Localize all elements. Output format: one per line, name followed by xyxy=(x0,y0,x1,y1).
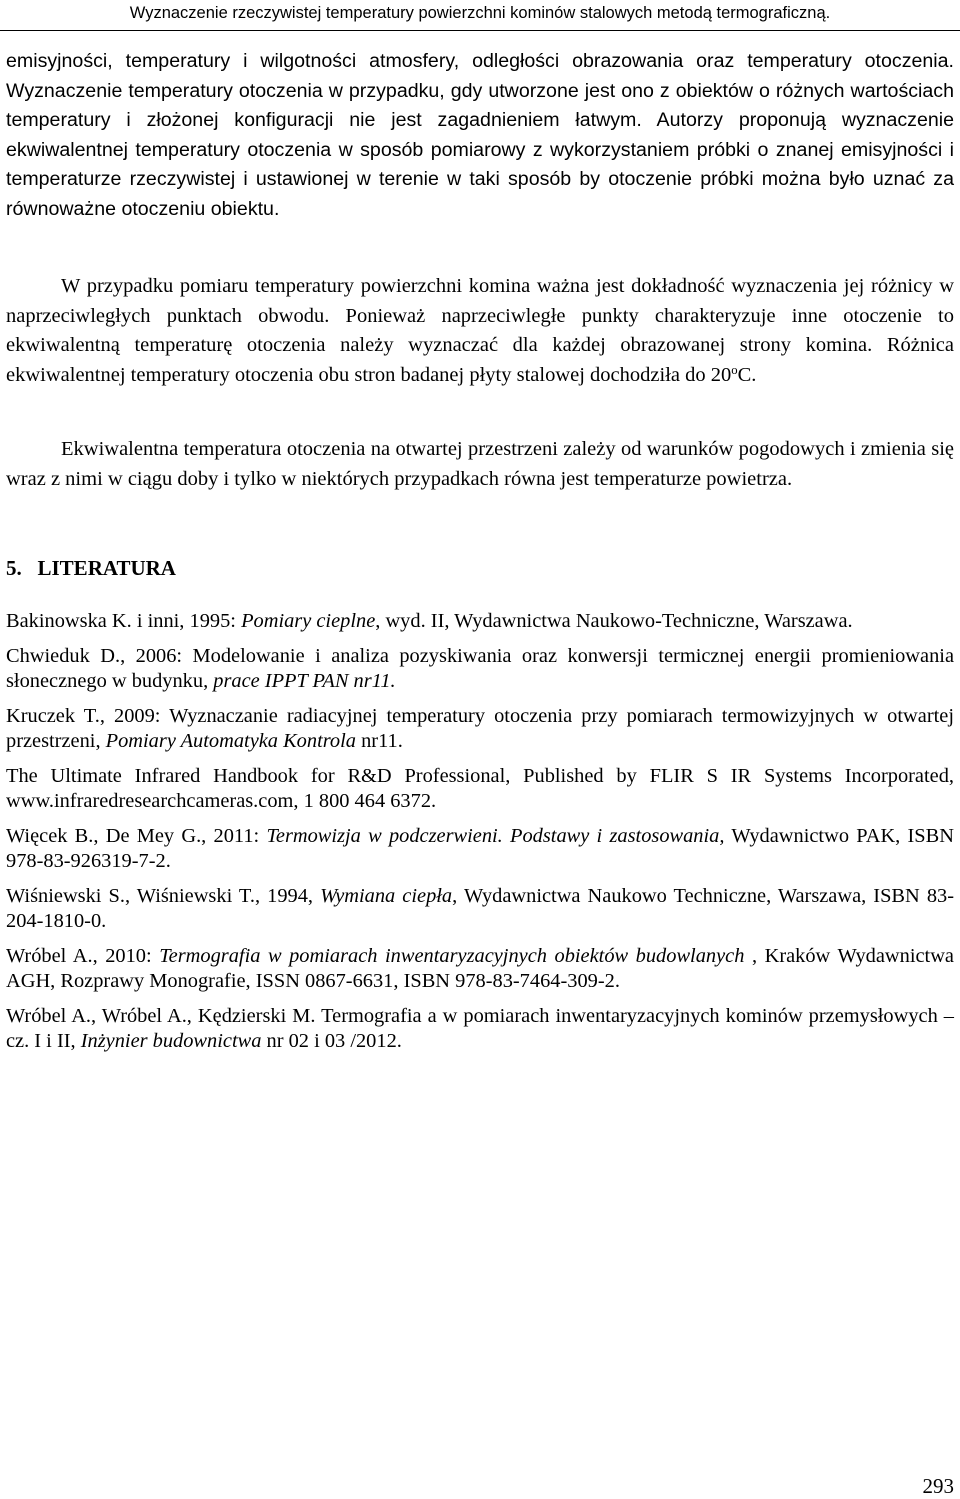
paragraph-1: emisyjności, temperatury i wilgotności atmosfery, odległości obrazowania oraz temperatury otoczenia. Wyznaczenie temperatury otoczenia w przypadku, gdy utworzone jest ono z obiektów o różnych wartościach temperatury i złożonej konfiguracji nie jest zagadnieniem łatwym. Autorzy proponują wyznaczenie ekwiwalentnej temperatury otoczenia w sposób pomiarowy z wykorzystaniem próbki o znanej emisyjności i temperaturze rzeczywistej i ustawionej w terenie w taki sposób by otoczenie próbki można było uznać za równoważne otoczeniu obiektu. xyxy=(6,50,954,220)
unit-text: C. xyxy=(737,363,757,386)
reference-entry xyxy=(6,704,954,754)
reference-italic-text: Termowizja w podczerwieni. Podstawy i zastosowania, xyxy=(266,825,725,847)
degree-sign: o xyxy=(731,362,738,377)
reference-after-text: , Wydawnictwa Naukowo Techniczne, Warszawa, ISBN 83-204-1810-0. xyxy=(6,885,955,932)
reference-entry xyxy=(6,944,954,994)
paragraph-3: Ekwiwalentna temperatura otoczenia na otwartej przestrzeni zależy od warunków pogodowych i zmienia się wraz z nimi w ciągu doby i tylko w niektórych przypadkach równa jest temperaturze powietrza. xyxy=(6,438,954,490)
reference-after-text: Wydawnictwo PAK, ISBN 978-83-926319-7-2. xyxy=(6,825,954,872)
reference-before-text: The Ultimate Infrared Handbook for R&D Professional, Published by FLIR S IR Systems Incorporated, www.infraredresearchcameras.com, 1 800 464 6372. xyxy=(6,765,954,812)
reference-before-text: Wróbel A., 2010: xyxy=(6,945,160,967)
reference-after-text: nr 02 i 03 /2012. xyxy=(261,1030,402,1052)
reference-entry xyxy=(6,824,954,874)
paragraph-2-text: W przypadku pomiaru temperatury powierzchni komina ważna jest dokładność wyznaczenia jej różnicy w naprzeciwległych punktach obwodu. Ponieważ naprzeciwległe punkty charakteryzuje inne otoczenie to ekwiwalentną temperaturę otoczenia należy wyznaczać dla każdej obrazowanej strony komina. Różnica ekwiwalentnej temperatury otoczenia obu stron badanej płyty stalowej dochodziła do 20 xyxy=(6,275,954,386)
section-number: 5. xyxy=(6,556,22,580)
reference-entry xyxy=(6,644,954,694)
references-list xyxy=(6,609,954,1064)
running-header: Wyznaczenie rzeczywistej temperatury powierzchni kominów stalowych metodą termograficzną. xyxy=(129,4,831,22)
reference-before-text: Więcek B., De Mey G., 2011: xyxy=(6,825,267,847)
reference-italic-text: Inżynier budownictwa xyxy=(80,1030,262,1052)
page-number: 293 xyxy=(922,1474,954,1498)
reference-before-text: Wróbel A., Wróbel A., Kędzierski M. Termografia a w pomiarach inwentaryzacyjnych kominów przemysłowych –cz. I i II, xyxy=(6,1005,954,1052)
section-title: LITERATURA xyxy=(37,556,176,580)
reference-italic-text: Termografia w pomiarach inwentaryzacyjnych obiektów budowlanych xyxy=(159,945,745,967)
reference-after-text: , Kraków Wydawnictwa AGH, Rozprawy Monografie, ISSN 0867-6631, ISBN 978-83-7464-309-2. xyxy=(6,945,954,992)
reference-entry xyxy=(6,884,954,934)
reference-entry xyxy=(6,1004,954,1054)
reference-before-text: Kruczek T., 2009: Wyznaczanie radiacyjnej temperatury otoczenia przy pomiarach termowizyjnych w otwartej przestrzeni, xyxy=(6,705,954,752)
reference-after-text: nr11. xyxy=(355,730,403,752)
reference-italic-text: prace IPPT PAN nr11. xyxy=(213,670,396,692)
reference-italic-text: Pomiary cieplne xyxy=(241,610,376,632)
reference-italic-text: Wymiana ciepła xyxy=(320,885,453,907)
reference-before-text: Chwieduk D., 2006: Modelowanie i analiza pozyskiwania oraz konwersji termicznej energii promieniowania słonecznego w budynku, xyxy=(6,645,954,692)
reference-entry xyxy=(6,609,954,634)
reference-before-text: Bakinowska K. i inni, 1995: xyxy=(6,610,242,632)
paragraph-2 xyxy=(6,272,954,390)
header-rule xyxy=(0,30,960,31)
reference-after-text: , wyd. II, Wydawnictwa Naukowo-Techniczne, Warszawa. xyxy=(375,610,853,632)
reference-before-text: Wiśniewski S., Wiśniewski T., 1994, xyxy=(6,885,321,907)
reference-entry xyxy=(6,764,954,814)
section-heading xyxy=(6,553,176,583)
reference-italic-text: Pomiary Automatyka Kontrola xyxy=(105,730,356,752)
